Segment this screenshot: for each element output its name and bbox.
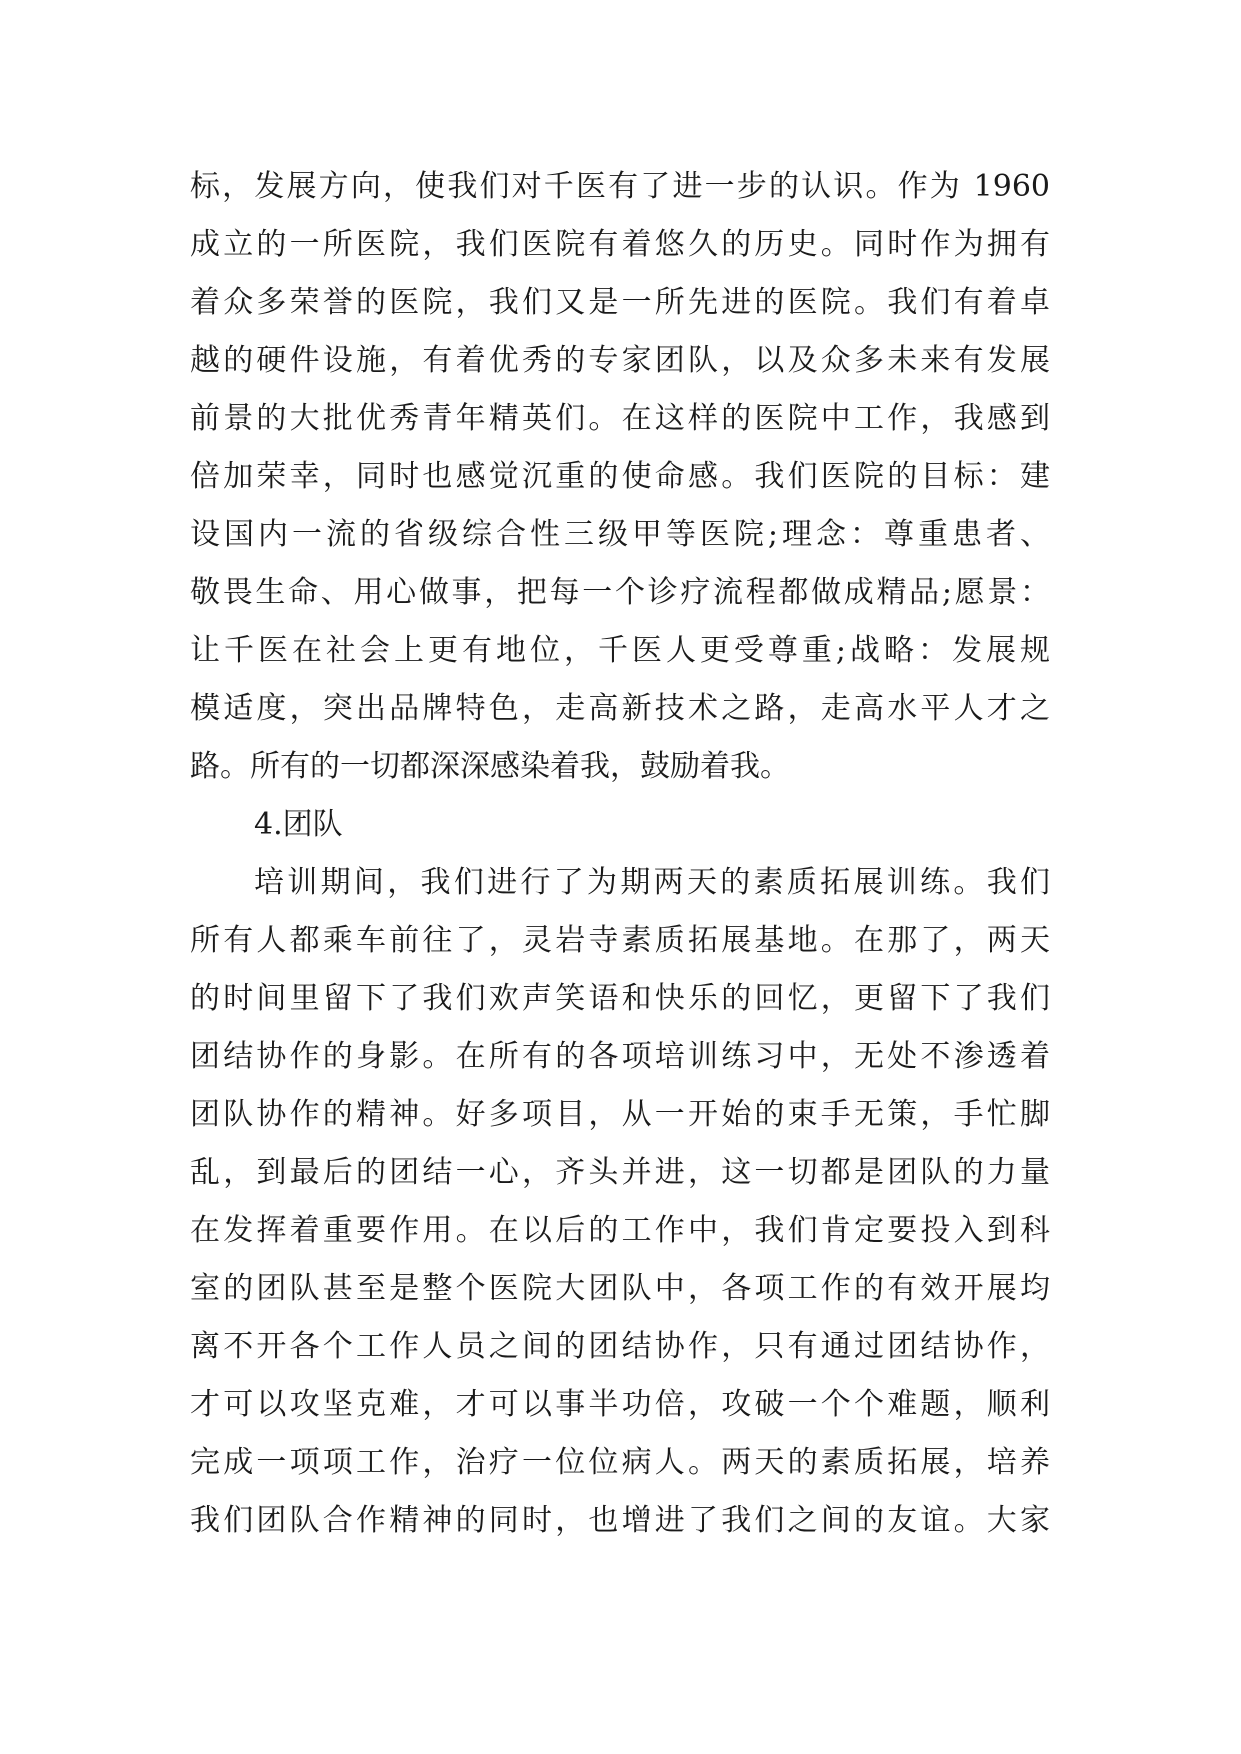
text-line: 敬畏生命、用心做事，把每一个诊疗流程都做成精品;愿景： — [190, 575, 1050, 610]
text-line: 的时间里留下了我们欢声笑语和快乐的回忆，更留下了我们 — [190, 981, 1050, 1016]
text-line: 路。所有的一切都深深感染着我，鼓励着我。 — [190, 749, 790, 784]
text-line: 让千医在社会上更有地位，千医人更受尊重;战略：发展规 — [190, 633, 1050, 668]
text-line: 倍加荣幸，同时也感觉沉重的使命感。我们医院的目标：建 — [190, 459, 1050, 494]
text-line: 模适度，突出品牌特色，走高新技术之路，走高水平人才之 — [190, 691, 1050, 726]
text-line: 所有人都乘车前往了，灵岩寺素质拓展基地。在那了，两天 — [190, 923, 1050, 958]
text-line: 设国内一流的省级综合性三级甲等医院;理念：尊重患者、 — [190, 517, 1050, 552]
text-line: 我们团队合作精神的同时，也增进了我们之间的友谊。大家 — [190, 1503, 1050, 1538]
text-line: 标，发展方向，使我们对千医有了进一步的认识。作为 1960 — [190, 169, 1050, 204]
body-text — [190, 158, 1050, 1550]
text-line: 完成一项项工作，治疗一位位病人。两天的素质拓展，培养 — [190, 1445, 1050, 1480]
text-line: 前景的大批优秀青年精英们。在这样的医院中工作，我感到 — [190, 401, 1050, 436]
text-line: 成立的一所医院，我们医院有着悠久的历史。同时作为拥有 — [190, 227, 1050, 262]
text-line: 才可以攻坚克难，才可以事半功倍，攻破一个个难题，顺利 — [190, 1387, 1050, 1422]
text-line: 乱，到最后的团结一心，齐头并进，这一切都是团队的力量 — [190, 1155, 1050, 1190]
section-heading: 4.团队 — [254, 807, 343, 842]
text-line: 团队协作的精神。好多项目，从一开始的束手无策，手忙脚 — [190, 1097, 1050, 1132]
text-line: 团结协作的身影。在所有的各项培训练习中，无处不渗透着 — [190, 1039, 1050, 1074]
text-line: 离不开各个工作人员之间的团结协作，只有通过团结协作， — [190, 1329, 1050, 1364]
text-line: 在发挥着重要作用。在以后的工作中，我们肯定要投入到科 — [190, 1213, 1050, 1248]
text-line: 培训期间，我们进行了为期两天的素质拓展训练。我们 — [254, 865, 1050, 900]
text-line: 越的硬件设施，有着优秀的专家团队，以及众多未来有发展 — [190, 343, 1050, 378]
text-line: 室的团队甚至是整个医院大团队中，各项工作的有效开展均 — [190, 1271, 1050, 1306]
text-line: 着众多荣誉的医院，我们又是一所先进的医院。我们有着卓 — [190, 285, 1050, 320]
